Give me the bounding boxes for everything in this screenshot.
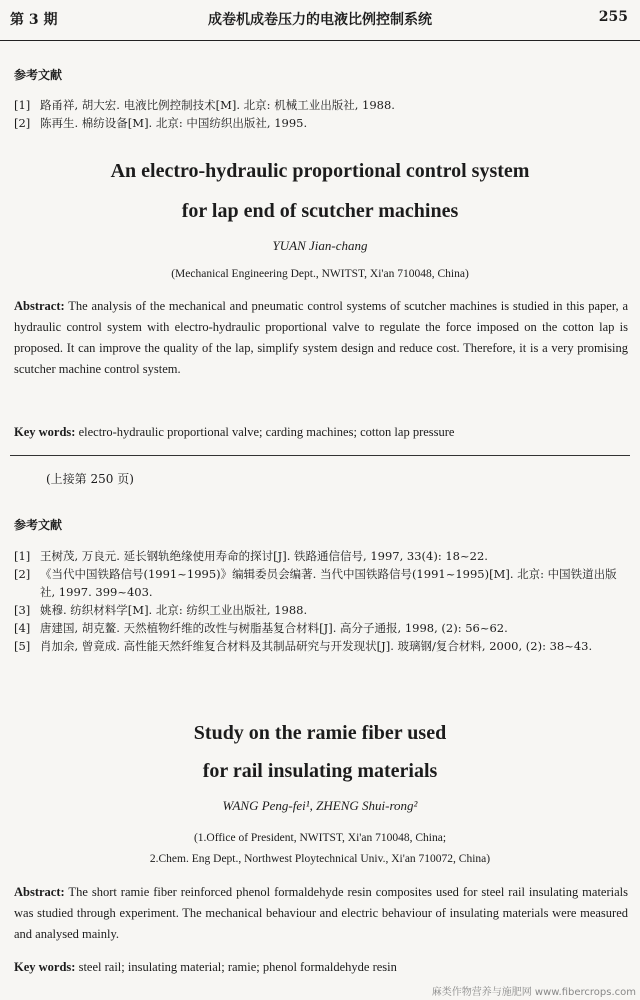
abstract [14,296,628,380]
reference-number: [3] [14,603,31,617]
keywords [14,422,628,443]
keywords-text: electro-hydraulic proportional valve; carding machines; cotton lap pressure [75,425,455,439]
continued-note: (上接第 250 页) [46,472,134,486]
abstract-label: Abstract: [14,299,65,313]
section-divider [10,455,630,456]
article-author: YUAN Jian-chang [272,238,368,253]
keywords-label: Key words: [14,960,76,974]
reference-text: 王树茂, 万良元. 延长钢轨绝缘使用寿命的探讨[J]. 铁路通信信号, 1997, 33(4): 18~22. [40,549,488,563]
reference-item [14,96,628,114]
reference-number: [1] [14,549,31,563]
reference-item [14,547,628,565]
reference-text: 路甬祥, 胡大宏. 电液比例控制技术[M]. 北京: 机械工业出版社, 1988. [40,98,395,112]
reference-text: 肖加余, 曾竟成. 高性能天然纤维复合材料及其制品研究与开发现状[J]. 玻璃钢/复合材料, 2000, (2): 38~43. [40,639,593,653]
abstract-text: The short ramie fiber reinforced phenol formaldehyde resin composites used for steel rail insulating materials was studied through experiment. The mechanical behaviour and electric behaviour of insulating materials were measured and analysed mainly. [14,885,628,941]
reference-item [14,114,628,132]
running-header [0,0,640,41]
reference-list-1 [14,96,628,132]
reference-number: [2] [14,567,31,581]
article-affiliation: (1.Office of President, NWITST, Xi'an 710048, China; [193,832,447,844]
reference-number: [1] [14,98,31,112]
reference-number: [2] [14,116,31,130]
article-author: WANG Peng-fei¹, ZHENG Shui-rong² [222,798,418,813]
article-affiliation: (Mechanical Engineering Dept., NWITST, Xi'an 710048, China) [171,268,469,280]
reference-item [14,637,628,655]
reference-text: 《当代中国铁路信号(1991~1995)》编辑委员会编著. 当代中国铁路信号(1991~1995)[M]. 北京: 中国铁道出版社, 1997. 399~403. [40,567,617,599]
site-watermark: 麻类作物营养与施肥网 www.fibercrops.com [431,987,636,998]
reference-item [14,565,628,601]
article-title-line: for lap end of scutcher machines [181,200,459,222]
abstract [14,882,628,945]
abstract-text: The analysis of the mechanical and pneumatic control systems of scutcher machines is studied in this paper, a hydraulic control system with electro-hydraulic proportional valve to regulate the force imposed on the cotton lap is proposed. It can improve the quality of the lap, simplify system design and reduce cost. Therefore, it is a very promising scutcher machine control system. [14,299,628,376]
article-affiliation: 2.Chem. Eng Dept., Northwest Ploytechnical Univ., Xi'an 710072, China) [149,853,491,865]
keywords [14,957,628,978]
keywords-text: steel rail; insulating material; ramie; phenol formaldehyde resin [75,960,397,974]
keywords-label: Key words: [14,425,76,439]
issue-label: 第 3 期 [10,12,58,28]
article-title-line: Study on the ramie fiber used [193,722,447,744]
reference-list-2 [14,547,628,655]
reference-text: 唐建国, 胡克鳌. 天然植物纤维的改性与树脂基复合材料[J]. 高分子通报, 1998, (2): 56~62. [40,621,508,635]
article-title-line: for rail insulating materials [202,760,438,782]
reference-item [14,619,628,637]
article-title-line: An electro-hydraulic proportional control system [110,160,530,182]
abstract-label: Abstract: [14,885,65,899]
journal-title: 成卷机成卷压力的电液比例控制系统 [208,12,432,28]
reference-item [14,601,628,619]
page-number: 255 [598,9,628,25]
references-heading: 参考文献 [14,518,63,532]
reference-number: [5] [14,639,31,653]
reference-number: [4] [14,621,31,635]
reference-text: 陈再生. 棉纺设备[M]. 北京: 中国纺织出版社, 1995. [40,116,308,130]
references-heading: 参考文献 [14,68,63,82]
reference-text: 姚穆. 纺织材料学[M]. 北京: 纺织工业出版社, 1988. [40,603,308,617]
